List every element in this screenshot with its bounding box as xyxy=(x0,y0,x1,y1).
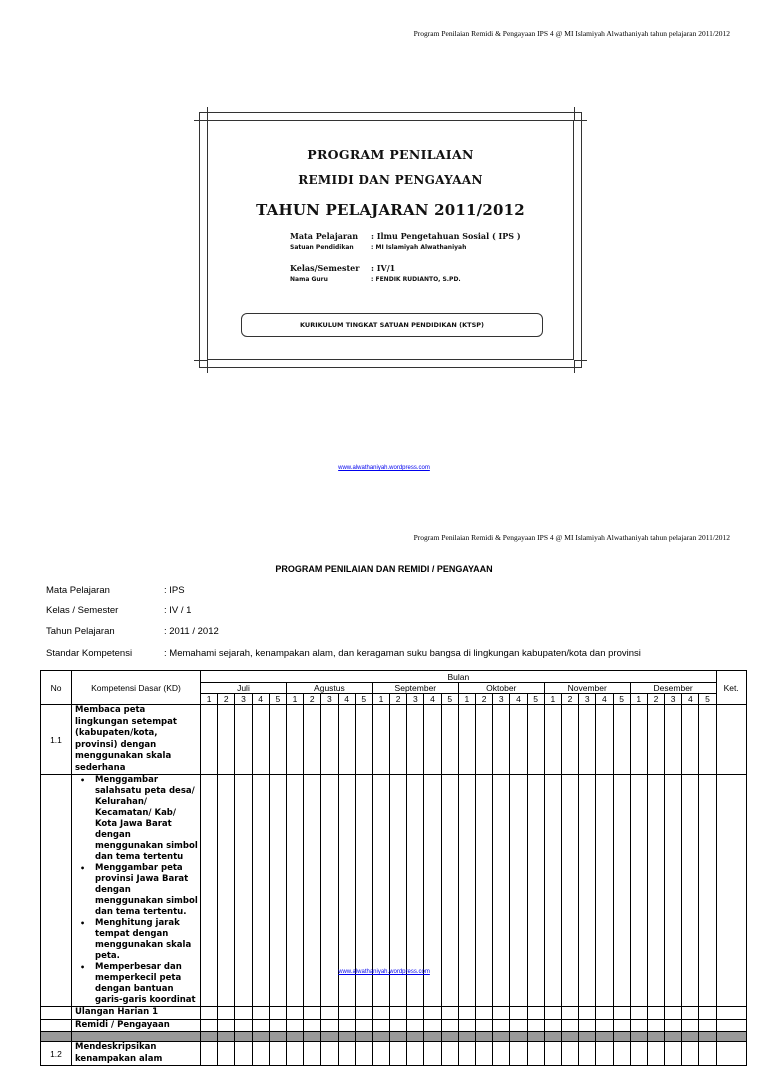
week-number: 2 xyxy=(304,694,321,705)
table-cell xyxy=(338,1019,355,1032)
meta-label: Kelas / Semester xyxy=(46,605,119,616)
table-cell xyxy=(338,1007,355,1020)
table-cell xyxy=(476,1042,493,1066)
table-cell xyxy=(372,1042,389,1066)
footer-link[interactable]: www.alwathaniyah.wordpress.com xyxy=(338,465,430,471)
table-cell xyxy=(355,705,372,775)
table-cell xyxy=(647,1019,664,1032)
table-cell xyxy=(424,1032,441,1042)
table-cell xyxy=(441,1019,458,1032)
table-cell xyxy=(286,1032,303,1042)
table-cell xyxy=(235,1007,252,1020)
table-cell xyxy=(458,1032,475,1042)
table-cell xyxy=(458,1019,475,1032)
week-number: 1 xyxy=(458,694,475,705)
table-cell xyxy=(716,705,746,775)
page-header: Program Penilaian Remidi & Pengayaan IPS 4 @ MI Islamiyah Alwathaniyah tahun pelajaran 2011/2012 xyxy=(413,533,730,542)
table-cell xyxy=(510,1032,527,1042)
table-cell xyxy=(699,1019,716,1032)
week-number: 1 xyxy=(286,694,303,705)
meta-value: : 2011 / 2012 xyxy=(164,626,219,637)
table-cell xyxy=(286,1007,303,1020)
cover-label-subject: Mata Pelajaran xyxy=(290,231,359,241)
week-number: 5 xyxy=(613,694,630,705)
table-cell xyxy=(338,705,355,775)
table-cell xyxy=(561,1007,578,1020)
table-cell xyxy=(252,705,269,775)
week-number: 2 xyxy=(390,694,407,705)
table-cell xyxy=(269,1007,286,1020)
table-cell xyxy=(579,705,596,775)
table-cell xyxy=(407,1042,424,1066)
table-cell xyxy=(252,1042,269,1066)
week-number: 1 xyxy=(544,694,561,705)
table-cell xyxy=(390,1007,407,1020)
table-cell xyxy=(596,1007,613,1020)
week-number: 2 xyxy=(218,694,235,705)
week-number: 2 xyxy=(476,694,493,705)
table-cell xyxy=(613,1032,630,1042)
frame-corner-tick xyxy=(194,360,207,361)
table-cell xyxy=(493,1007,510,1020)
table-cell xyxy=(561,1042,578,1066)
table-row xyxy=(41,1019,747,1032)
week-number: 4 xyxy=(682,694,699,705)
table-cell xyxy=(579,1042,596,1066)
kd-text: Membaca peta lingkungan setempat (kabupaten/kota, provinsi) dengan menggunakan skala sederhana xyxy=(72,705,201,775)
table-cell xyxy=(355,1042,372,1066)
week-number: 5 xyxy=(441,694,458,705)
table-cell xyxy=(72,1032,201,1042)
table-cell xyxy=(235,705,252,775)
cover-label-teacher: Nama Guru xyxy=(290,276,328,283)
table-cell xyxy=(647,1042,664,1066)
table-cell xyxy=(321,1019,338,1032)
table-cell xyxy=(355,1032,372,1042)
cover-value-subject: : Ilmu Pengetahuan Sosial ( IPS ) xyxy=(371,231,521,241)
table-cell xyxy=(596,1042,613,1066)
meta-label: Standar Kompetensi xyxy=(46,648,133,659)
table-cell xyxy=(613,1019,630,1032)
month-header: Agustus xyxy=(286,683,372,694)
week-number: 4 xyxy=(252,694,269,705)
table-cell xyxy=(372,1007,389,1020)
table-cell xyxy=(304,705,321,775)
col-no-header: No xyxy=(41,671,72,705)
week-number: 3 xyxy=(493,694,510,705)
footer-link[interactable]: www.alwathaniyah.wordpress.com xyxy=(338,969,430,975)
table-cell xyxy=(458,705,475,775)
col-ket-header: Ket. xyxy=(716,671,746,705)
table-cell xyxy=(699,1007,716,1020)
table-cell xyxy=(596,1032,613,1042)
table-cell xyxy=(682,705,699,775)
frame-corner-tick xyxy=(194,120,207,121)
week-number: 1 xyxy=(630,694,647,705)
kd-text: Mendeskripsikan kenampakan alam xyxy=(72,1042,201,1066)
table-cell xyxy=(252,1007,269,1020)
table-cell xyxy=(510,1019,527,1032)
week-number: 1 xyxy=(372,694,389,705)
table-cell xyxy=(201,1042,218,1066)
cover-value-school: : MI Islamiyah Alwathaniyah xyxy=(371,244,467,251)
table-cell xyxy=(201,1019,218,1032)
table-cell xyxy=(630,1019,647,1032)
week-number: 5 xyxy=(699,694,716,705)
table-cell xyxy=(699,1042,716,1066)
table-cell xyxy=(218,1032,235,1042)
month-header: November xyxy=(544,683,630,694)
table-cell xyxy=(304,1007,321,1020)
table-cell xyxy=(716,1007,746,1020)
curriculum-box: KURIKULUM TINGKAT SATUAN PENDIDIKAN (KTSP) xyxy=(241,313,543,337)
week-number: 5 xyxy=(355,694,372,705)
meta-label: Tahun Pelajaran xyxy=(46,626,115,637)
meta-subject xyxy=(46,585,185,596)
frame-corner-tick xyxy=(207,360,208,373)
table-cell xyxy=(579,1032,596,1042)
table-cell xyxy=(527,705,544,775)
indicator-item: • Menggambar peta provinsi Jawa Barat dengan menggunakan simbol dan tema tertentu. xyxy=(75,863,200,918)
table-cell xyxy=(441,705,458,775)
table-row xyxy=(41,1007,747,1020)
table-header-row xyxy=(41,671,747,683)
table-cell xyxy=(527,1019,544,1032)
meta-label: Mata Pelajaran xyxy=(46,585,110,596)
table-cell xyxy=(544,1019,561,1032)
indicator-item: • Memperbesar dan memperkecil peta dengan bantuan garis-garis koordinat xyxy=(75,962,200,1006)
table-cell xyxy=(235,1032,252,1042)
frame-corner-tick xyxy=(574,360,575,373)
table-cell xyxy=(630,1042,647,1066)
table-cell xyxy=(424,705,441,775)
table-cell xyxy=(647,705,664,775)
frame-corner-tick xyxy=(574,360,587,361)
table-cell xyxy=(699,1032,716,1042)
table-cell xyxy=(355,1007,372,1020)
indicator-item: • Menggambar salahsatu peta desa/ Kelurahan/ Kecamatan/ Kab/ Kota Jawa Barat dengan menggunakan simbol dan tema tertentu xyxy=(75,775,200,863)
month-header: Juli xyxy=(201,683,287,694)
table-cell xyxy=(390,1032,407,1042)
table-cell xyxy=(390,1042,407,1066)
table-cell xyxy=(647,1032,664,1042)
table-cell xyxy=(218,1007,235,1020)
cover-title-3: TAHUN PELAJARAN 2011/2012 xyxy=(256,201,525,219)
table-cell xyxy=(476,705,493,775)
cover-label-school: Satuan Pendidikan xyxy=(290,244,354,251)
table-cell xyxy=(321,1007,338,1020)
cover-label-class: Kelas/Semester xyxy=(290,263,360,273)
table-cell xyxy=(201,705,218,775)
week-number: 2 xyxy=(561,694,578,705)
table-cell xyxy=(527,1042,544,1066)
table-cell xyxy=(561,1019,578,1032)
table-cell xyxy=(613,1007,630,1020)
week-number: 3 xyxy=(665,694,682,705)
table-cell xyxy=(424,1019,441,1032)
cover-value-class: : IV/1 xyxy=(371,263,396,273)
table-cell xyxy=(407,705,424,775)
week-number: 2 xyxy=(647,694,664,705)
table-cell xyxy=(493,705,510,775)
cover-value-teacher: : FENDIK RUDIANTO, S.PD. xyxy=(371,276,461,283)
table-cell xyxy=(338,1032,355,1042)
month-header: Desember xyxy=(630,683,716,694)
table-cell xyxy=(269,705,286,775)
kd-text: Remidi / Pengayaan xyxy=(72,1019,201,1032)
meta-competency xyxy=(46,648,641,659)
table-cell xyxy=(630,1032,647,1042)
table-cell xyxy=(269,1019,286,1032)
meta-class xyxy=(46,605,191,616)
kd-text: Ulangan Harian 1 xyxy=(72,1007,201,1020)
table-cell xyxy=(201,1032,218,1042)
table-cell xyxy=(269,1032,286,1042)
week-number: 5 xyxy=(269,694,286,705)
table-cell xyxy=(630,705,647,775)
table-cell xyxy=(407,1019,424,1032)
col-kd-header: Kompetensi Dasar (KD) xyxy=(72,671,201,705)
table-cell xyxy=(321,1032,338,1042)
table-cell xyxy=(252,1019,269,1032)
week-number: 4 xyxy=(596,694,613,705)
table-cell xyxy=(321,705,338,775)
indicator-item: • Menghitung jarak tempat dengan menggunakan skala peta. xyxy=(75,918,200,962)
table-cell xyxy=(647,1007,664,1020)
table-cell xyxy=(476,1032,493,1042)
table-cell xyxy=(665,705,682,775)
meta-value: : IV / 1 xyxy=(164,605,192,616)
table-cell xyxy=(424,1007,441,1020)
table-cell xyxy=(665,1042,682,1066)
week-number: 3 xyxy=(235,694,252,705)
table-row xyxy=(41,705,747,775)
meta-value: : Memahami sejarah, kenampakan alam, dan keragaman suku bangsa di lingkungan kabupaten/kota dan provinsi xyxy=(164,648,641,659)
frame-corner-tick xyxy=(574,107,575,120)
table-cell xyxy=(390,705,407,775)
table-cell xyxy=(716,1032,746,1042)
table-cell xyxy=(235,1042,252,1066)
table-cell xyxy=(682,1019,699,1032)
week-number: 4 xyxy=(338,694,355,705)
table-cell xyxy=(441,1042,458,1066)
table-cell xyxy=(613,705,630,775)
table-cell xyxy=(41,1019,72,1032)
table-cell xyxy=(665,1019,682,1032)
week-number: 1 xyxy=(201,694,218,705)
week-number: 3 xyxy=(321,694,338,705)
table-cell xyxy=(716,1019,746,1032)
table-cell xyxy=(682,1042,699,1066)
table-cell xyxy=(252,1032,269,1042)
table-row xyxy=(41,1042,747,1066)
table-cell xyxy=(304,1019,321,1032)
page-header: Program Penilaian Remidi & Pengayaan IPS 4 @ MI Islamiyah Alwathaniyah tahun pelajaran 2011/2012 xyxy=(413,29,730,38)
table-cell xyxy=(304,1032,321,1042)
month-header: Oktober xyxy=(458,683,544,694)
table-cell xyxy=(596,1019,613,1032)
table-cell xyxy=(41,1007,72,1020)
table-cell xyxy=(613,1042,630,1066)
col-bulan-header: Bulan xyxy=(201,671,717,683)
table-cell xyxy=(372,1032,389,1042)
program-title: PROGRAM PENILAIAN DAN REMIDI / PENGAYAAN xyxy=(275,564,493,574)
table-cell xyxy=(235,1019,252,1032)
table-cell xyxy=(218,705,235,775)
week-number: 3 xyxy=(407,694,424,705)
table-cell xyxy=(441,1032,458,1042)
table-cell xyxy=(493,1042,510,1066)
table-cell xyxy=(390,1019,407,1032)
table-cell xyxy=(458,1042,475,1066)
cover-title-1: PROGRAM PENILAIAN xyxy=(307,147,474,162)
month-header: September xyxy=(372,683,458,694)
table-cell xyxy=(579,1019,596,1032)
table-cell xyxy=(441,1007,458,1020)
table-cell xyxy=(372,1019,389,1032)
week-number: 5 xyxy=(527,694,544,705)
table-cell xyxy=(716,1042,746,1066)
table-cell xyxy=(407,1032,424,1042)
table-cell xyxy=(407,1007,424,1020)
table-separator-row xyxy=(41,1032,747,1042)
table-cell xyxy=(596,705,613,775)
table-cell xyxy=(630,1007,647,1020)
table-cell xyxy=(304,1042,321,1066)
table-cell xyxy=(286,1042,303,1066)
table-cell xyxy=(510,1042,527,1066)
table-cell xyxy=(544,1042,561,1066)
row-number: 1.1 xyxy=(41,705,72,775)
table-cell xyxy=(493,1019,510,1032)
table-cell xyxy=(286,705,303,775)
table-cell xyxy=(476,1019,493,1032)
frame-corner-tick xyxy=(207,107,208,120)
table-cell xyxy=(699,705,716,775)
table-cell xyxy=(201,1007,218,1020)
table-cell xyxy=(286,1019,303,1032)
meta-value: : IPS xyxy=(164,585,185,596)
table-cell xyxy=(682,1007,699,1020)
week-number: 4 xyxy=(424,694,441,705)
table-cell xyxy=(338,1042,355,1066)
table-cell xyxy=(510,705,527,775)
table-cell xyxy=(665,1032,682,1042)
table-cell xyxy=(665,1007,682,1020)
table-cell xyxy=(372,705,389,775)
assessment-table xyxy=(40,670,747,1066)
table-cell xyxy=(544,705,561,775)
week-number: 3 xyxy=(579,694,596,705)
table-cell xyxy=(579,1007,596,1020)
table-cell xyxy=(41,1032,72,1042)
table-cell xyxy=(510,1007,527,1020)
table-cell xyxy=(355,1019,372,1032)
table-cell xyxy=(476,1007,493,1020)
table-cell xyxy=(544,1032,561,1042)
table-cell xyxy=(561,705,578,775)
table-cell xyxy=(527,1032,544,1042)
table-cell xyxy=(218,1042,235,1066)
table-cell xyxy=(544,1007,561,1020)
week-number: 4 xyxy=(510,694,527,705)
table-cell xyxy=(561,1032,578,1042)
cover-title-2: REMIDI DAN PENGAYAAN xyxy=(298,173,483,187)
table-cell xyxy=(424,1042,441,1066)
table-cell xyxy=(269,1042,286,1066)
row-number: 1.2 xyxy=(41,1042,72,1066)
table-cell xyxy=(527,1007,544,1020)
meta-year xyxy=(46,626,219,637)
table-cell xyxy=(682,1032,699,1042)
table-cell xyxy=(218,1019,235,1032)
table-cell xyxy=(458,1007,475,1020)
table-cell xyxy=(321,1042,338,1066)
table-cell xyxy=(493,1032,510,1042)
frame-corner-tick xyxy=(574,120,587,121)
